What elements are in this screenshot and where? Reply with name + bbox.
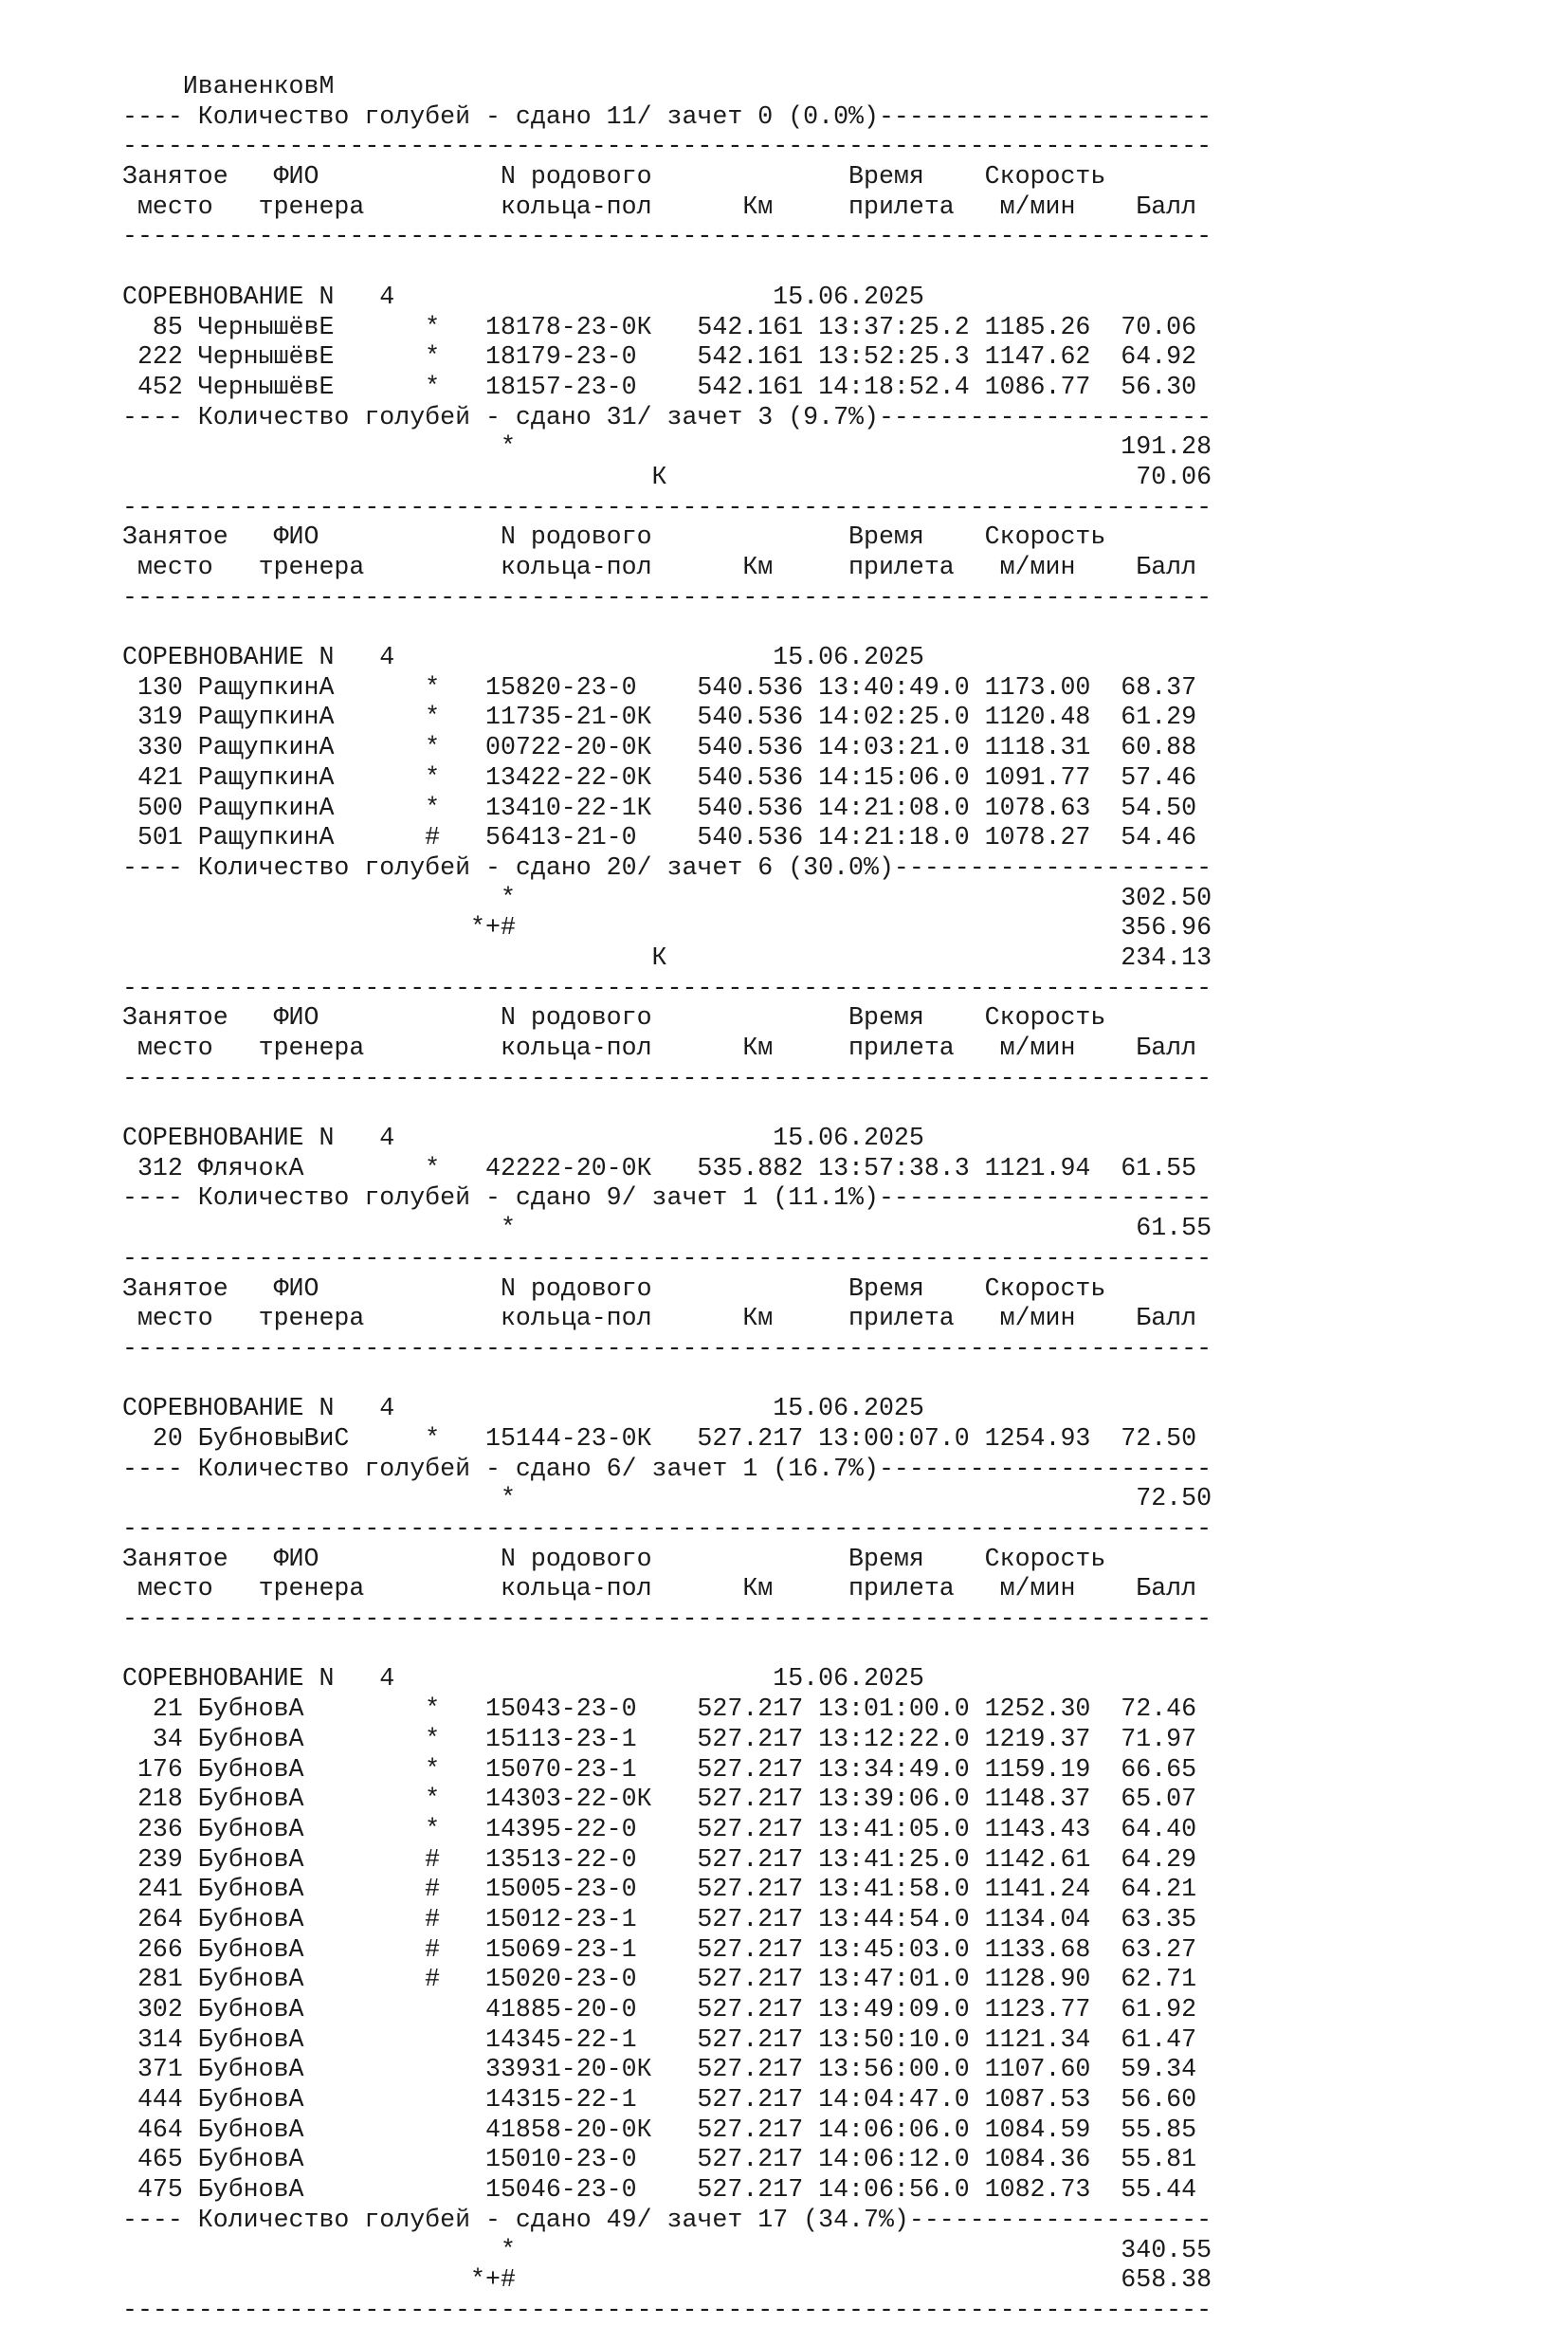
pigeon-count-summary: ---- Количество голубей - сдано 9/ зачет 1 (11.1%)---------------------- — [122, 1183, 1212, 1213]
results-report — [122, 72, 1212, 2326]
blank-line — [122, 252, 1212, 283]
table-row: 371 БубновА 33931-20-0К 527.217 13:56:00.0 1107.60 59.34 — [122, 2055, 1197, 2084]
table-row: 464 БубновА 41858-20-0К 527.217 14:06:06.0 1084.59 55.85 — [122, 2115, 1197, 2144]
column-header: Занятое ФИО N родового Время Скорость — [122, 522, 1106, 552]
separator-line: ------------------------------------------------------------------------ — [122, 1063, 1212, 1092]
pigeon-count-summary: ---- Количество голубей - сдано 31/ зачет 3 (9.7%)---------------------- — [122, 402, 1212, 431]
score-total: * 191.28 — [122, 432, 1212, 462]
column-header: место тренера кольца-пол Км прилета м/мин Балл — [122, 553, 1197, 581]
pigeon-count-summary: ---- Количество голубей - сдано 11/ зачет 0 (0.0%)---------------------- — [122, 101, 1212, 131]
blank-line — [122, 1093, 1212, 1124]
table-row: 21 БубновА * 15043-23-0 527.217 13:01:00.0 1252.30 72.46 — [122, 1694, 1197, 1724]
table-row: 421 РащупкинА * 13422-22-0К 540.536 14:15:06.0 1091.77 57.46 — [122, 762, 1197, 792]
competition-header: СОРЕВНОВАНИЕ N 4 15.06.2025 — [122, 1664, 924, 1694]
table-row: 239 БубновА # 13513-22-0 527.217 13:41:25.0 1142.61 64.29 — [122, 1844, 1197, 1874]
column-header: место тренера кольца-пол Км прилета м/мин Балл — [122, 1574, 1197, 1603]
table-row: 312 ФлячокА * 42222-20-0К 535.882 13:57:38.3 1121.94 61.55 — [122, 1153, 1197, 1182]
score-total: * 72.50 — [122, 1484, 1212, 1513]
separator-line: ------------------------------------------------------------------------ — [122, 132, 1212, 161]
competition-header: СОРЕВНОВАНИЕ N 4 15.06.2025 — [122, 282, 924, 311]
column-header: место тренера кольца-пол Км прилета м/мин Балл — [122, 192, 1197, 221]
column-header: Занятое ФИО N родового Время Скорость — [122, 1273, 1106, 1303]
blank-line — [122, 613, 1212, 643]
table-row: 501 РащупкинА # 56413-21-0 540.536 14:21:18.0 1078.27 54.46 — [122, 823, 1197, 852]
table-row: 319 РащупкинА * 11735-21-0К 540.536 14:02:25.0 1120.48 61.29 — [122, 703, 1197, 732]
table-row: 444 БубновА 14315-22-1 527.217 14:04:47.0 1087.53 56.60 — [122, 2085, 1197, 2115]
table-row: 465 БубновА 15010-23-0 527.217 14:06:12.0 1084.36 55.81 — [122, 2145, 1197, 2174]
table-row: 302 БубновА 41885-20-0 527.217 13:49:09.0 1123.77 61.92 — [122, 1995, 1197, 2024]
pigeon-count-summary: ---- Количество голубей - сдано 49/ зачет 17 (34.7%)-------------------- — [122, 2205, 1212, 2234]
table-row: 281 БубновА # 15020-23-0 527.217 13:47:01.0 1128.90 62.71 — [122, 1965, 1197, 1994]
separator-line: ------------------------------------------------------------------------ — [122, 2295, 1212, 2324]
column-header: место тренера кольца-пол Км прилета м/мин Балл — [122, 1034, 1197, 1062]
blank-line — [122, 1635, 1212, 1665]
table-row: 218 БубновА * 14303-22-0К 527.217 13:39:06.0 1148.37 65.07 — [122, 1785, 1197, 1814]
separator-line: ------------------------------------------------------------------------ — [122, 1243, 1212, 1273]
table-row: 500 РащупкинА * 13410-22-1К 540.536 14:21:08.0 1078.63 54.50 — [122, 793, 1197, 822]
competition-header: СОРЕВНОВАНИЕ N 4 15.06.2025 — [122, 1394, 924, 1423]
separator-line: ------------------------------------------------------------------------ — [122, 582, 1212, 612]
table-row: 85 ЧернышёвЕ * 18178-23-0К 542.161 13:37:25.2 1185.26 70.06 — [122, 312, 1197, 341]
fancier-name: ИваненковМ — [122, 72, 335, 101]
table-row: 176 БубновА * 15070-23-1 527.217 13:34:49.0 1159.19 66.65 — [122, 1754, 1197, 1784]
table-row: 314 БубновА 14345-22-1 527.217 13:50:10.0 1121.34 61.47 — [122, 2024, 1197, 2054]
score-total: К 70.06 — [122, 462, 1212, 491]
table-row: 236 БубновА * 14395-22-0 527.217 13:41:05.0 1143.43 64.40 — [122, 1814, 1197, 1843]
table-row: 264 БубновА # 15012-23-1 527.217 13:44:54.0 1134.04 63.35 — [122, 1904, 1197, 1933]
score-total: * 340.55 — [122, 2235, 1212, 2264]
competition-header: СОРЕВНОВАНИЕ N 4 15.06.2025 — [122, 643, 924, 672]
table-row: 475 БубновА 15046-23-0 527.217 14:06:56.0 1082.73 55.44 — [122, 2175, 1197, 2205]
score-total: * 302.50 — [122, 883, 1212, 912]
score-total: *+# 356.96 — [122, 913, 1212, 943]
score-total: * 61.55 — [122, 1214, 1212, 1243]
table-row: 330 РащупкинА * 00722-20-0К 540.536 14:03:21.0 1118.31 60.88 — [122, 733, 1197, 762]
separator-line: ------------------------------------------------------------------------ — [122, 222, 1212, 251]
column-header: место тренера кольца-пол Км прилета м/мин Балл — [122, 1304, 1197, 1333]
table-row: 222 ЧернышёвЕ * 18179-23-0 542.161 13:52:25.3 1147.62 64.92 — [122, 342, 1197, 372]
separator-line: ------------------------------------------------------------------------ — [122, 1514, 1212, 1543]
competition-header: СОРЕВНОВАНИЕ N 4 15.06.2025 — [122, 1124, 924, 1153]
score-total: *+# 658.38 — [122, 2265, 1212, 2295]
column-header: Занятое ФИО N родового Время Скорость — [122, 1003, 1106, 1033]
table-row: 130 РащупкинА * 15820-23-0 540.536 13:40:49.0 1173.00 68.37 — [122, 672, 1197, 702]
column-header: Занятое ФИО N родового Время Скорость — [122, 1544, 1106, 1573]
blank-line — [122, 1364, 1212, 1395]
separator-line: ------------------------------------------------------------------------ — [122, 973, 1212, 1002]
pigeon-count-summary: ---- Количество голубей - сдано 20/ зачет 6 (30.0%)--------------------- — [122, 852, 1212, 882]
pigeon-count-summary: ---- Количество голубей - сдано 6/ зачет 1 (16.7%)---------------------- — [122, 1454, 1212, 1483]
separator-line: ------------------------------------------------------------------------ — [122, 492, 1212, 522]
table-row: 452 ЧернышёвЕ * 18157-23-0 542.161 14:18:52.4 1086.77 56.30 — [122, 372, 1197, 401]
table-row: 20 БубновыВиС * 15144-23-0К 527.217 13:00:07.0 1254.93 72.50 — [122, 1423, 1197, 1453]
table-row: 266 БубновА # 15069-23-1 527.217 13:45:03.0 1133.68 63.27 — [122, 1934, 1197, 1964]
table-row: 241 БубновА # 15005-23-0 527.217 13:41:58.0 1141.24 64.21 — [122, 1875, 1197, 1904]
table-row: 34 БубновА * 15113-23-1 527.217 13:12:22.0 1219.37 71.97 — [122, 1724, 1197, 1753]
score-total: К 234.13 — [122, 943, 1212, 972]
column-header: Занятое ФИО N родового Время Скорость — [122, 162, 1106, 192]
separator-line: ------------------------------------------------------------------------ — [122, 1604, 1212, 1634]
separator-line: ------------------------------------------------------------------------ — [122, 1333, 1212, 1363]
